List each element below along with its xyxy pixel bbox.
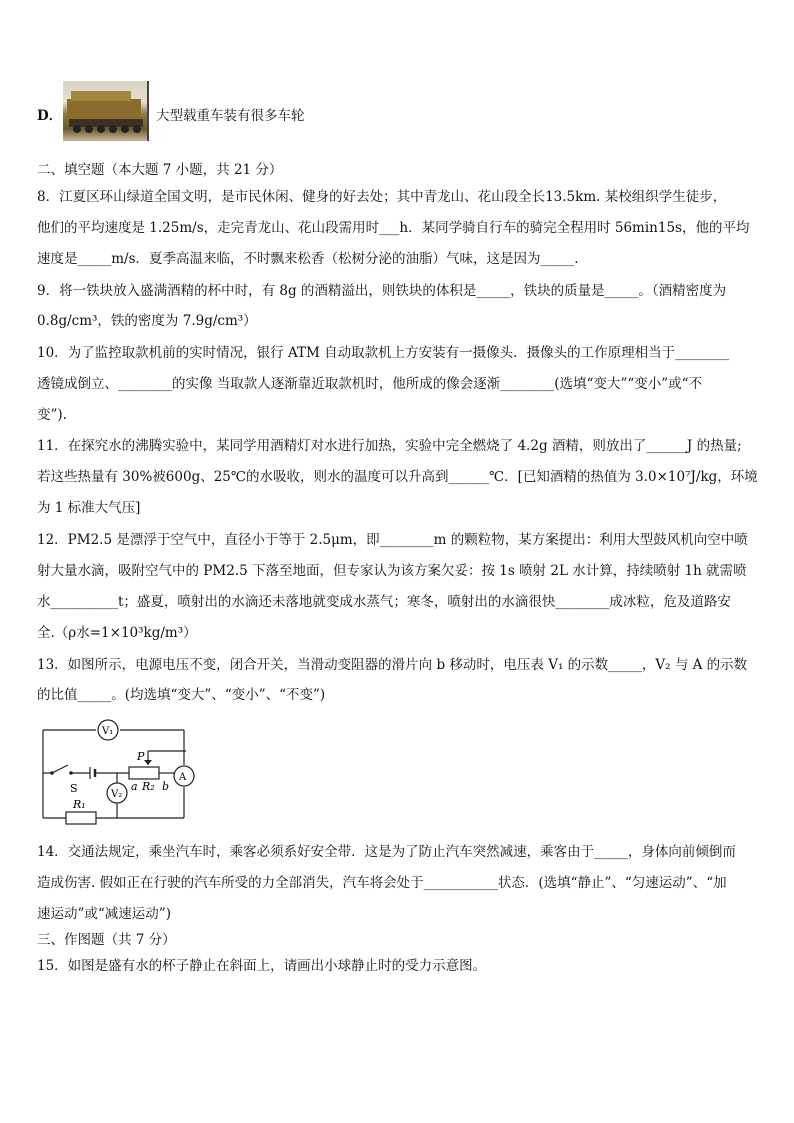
q14-line-3: 速运动”或“减速运动”)	[37, 906, 171, 922]
q12-line-2: 射大量水滴，吸附空气中的 PM2.5 下落至地面，但专家认为该方案欠妥：按 1s 喷射 2L 水计算，持续喷射 1h 就需喷	[37, 563, 747, 579]
q13-line-2: 的比值_____。(均选填“变大”、“变小”、“不变”)	[37, 687, 326, 703]
q8-line-2: 他们的平均速度是 1.25m/s，走完青龙山、花山段需用时___h．某同学骑自行车的骑完全程用时 56min15s，他的平均	[37, 220, 750, 236]
q12-line-1: 12．PM2.5 是漂浮于空气中，直径小于等于 2.5μm，即________m 的颗粒物，某方案提出：利用大型鼓风机向空中喷	[37, 532, 748, 548]
p-label: P	[137, 750, 145, 763]
q11-line-2: 若这些热量有 30%被600g、25℃的水吸收，则水的温度可以升高到______℃．[已知酒精的热值为 3.0×10⁷J/kg，环境	[37, 469, 758, 485]
q10-line-3: 变”).	[37, 407, 67, 423]
q15-line-1: 15．如图是盛有水的杯子静止在斜面上，请画出小球静止时的受力示意图。	[37, 958, 487, 974]
q10-line-2: 透镜成倒立、________的实像 当取款人逐渐靠近取款机时，他所成的像会逐渐________(选填“变大”“变小”或“不	[37, 376, 703, 392]
slider-arrow	[144, 760, 152, 765]
v1-label: V₁	[102, 726, 114, 737]
switch-blade	[52, 765, 68, 773]
switch-label: S	[70, 782, 78, 795]
section-2-heading: 二、填空题（本大题 7 小题，共 21 分）	[37, 162, 283, 178]
q14-line-1: 14．交通法规定，乘坐汽车时，乘客必须系好安全带．这是为了防止汽车突然减速，乘客由于_____，身体向前倾倒而	[37, 844, 736, 860]
q9-line-1: 9．将一铁块放入盛满酒精的杯中时，有 8g 的酒精溢出，则铁块的体积是_____，铁块的质量是_____。（酒精密度为	[37, 283, 727, 299]
q10-line-1: 10．为了监控取款机前的实时情况，银行 ATM 自动取款机上方安装有一摄像头．摄像头的工作原理相当于________	[37, 345, 730, 361]
q8-line-3: 速度是_____m/s．夏季高温来临，不时飘来松香（松树分泌的油脂）气味，这是因为_____.	[37, 251, 579, 267]
switch-contact	[69, 771, 73, 775]
r2-label: R₂	[142, 780, 155, 793]
q9-line-2: 0.8g/cm³，铁的密度为 7.9g/cm³）	[37, 313, 257, 329]
section-3-heading: 三、作图题（共 7 分）	[37, 932, 176, 948]
truck-photo	[63, 81, 149, 141]
r2-resistor	[129, 767, 159, 779]
q13-line-1: 13．如图所示，电源电压不变，闭合开关，当滑动变阻器的滑片向 b 移动时，电压表 V₁ 的示数_____，V₂ 与 A 的示数	[37, 657, 748, 673]
switch-pivot	[50, 771, 54, 775]
q14-line-2: 造成伤害. 假如正在行驶的汽车所受的力全部消失，汽车将会处于___________状态．(选填“静止”、“匀速运动”、“加	[37, 875, 727, 891]
v2-label: V₂	[111, 789, 123, 800]
q11-line-3: 为 1 标准大气压]	[37, 500, 141, 516]
circuit-diagram	[38, 715, 198, 830]
option-d-letter: D．	[37, 108, 63, 124]
r1-resistor	[66, 812, 96, 824]
r1-label: R₁	[73, 798, 86, 811]
q12-line-3: 水__________t；盛夏，喷射出的水滴还未落地就变成水蒸气；寒冬，喷射出的水滴很快________成冰粒，危及道路安	[37, 594, 731, 610]
terminal-b-label: b	[162, 780, 170, 793]
q12-line-4: 全.（ρ水=1×10³kg/m³）	[37, 625, 197, 641]
terminal-a-label: a	[131, 780, 138, 793]
truck-illustration	[63, 81, 147, 141]
q11-line-1: 11．在探究水的沸腾实验中，某同学用酒精灯对水进行加热，实验中完全燃烧了 4.2g 酒精，则放出了______J 的热量;	[37, 438, 742, 454]
q8-line-1: 8．江夏区环山绿道全国文明，是市民休闲、健身的好去处；其中青龙山、花山段全长13.5km. 某校组织学生徒步，	[37, 189, 727, 205]
option-d-caption: 大型载重车装有很多车轮	[156, 108, 305, 124]
ammeter-label: A	[179, 772, 187, 783]
